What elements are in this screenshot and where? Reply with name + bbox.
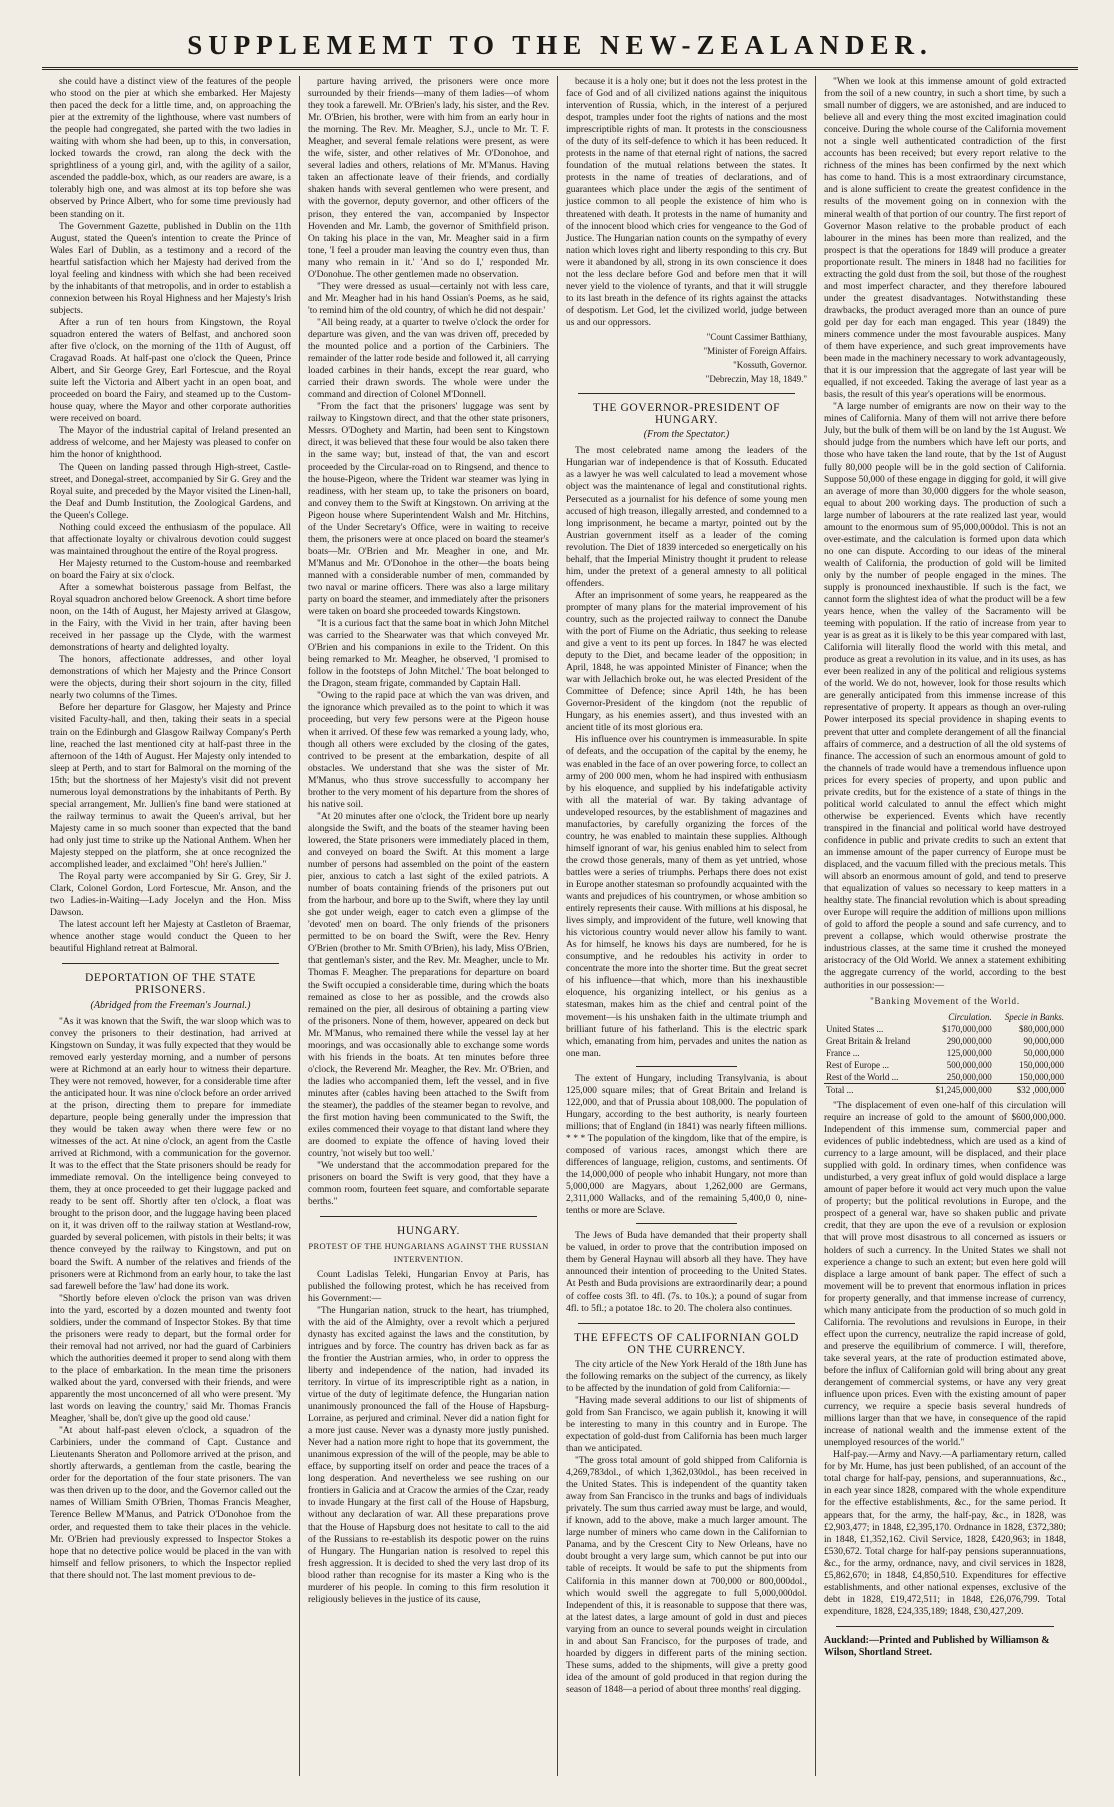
paragraph: The city article of the New York Herald of the 18th June has the following remarks on the subject of the currency, as likely to be affected by the inundation of gold from California:— [566, 1359, 807, 1394]
table-row [824, 1059, 1066, 1071]
headline-governor-president: THE GOVERNOR-PRESIDENT OF HUNGARY. [592, 402, 781, 427]
paragraph: parture having arrived, the prisoners were once more surrounded by their friends—many of them ladies—of whom they took a farewell. Mr. O'Brien's lady, his sister, and the Rev. Mr. O'Brien, his brother, were with him from an early hour in the morning. The Rev. Mr. Meagher, S.J., uncle to Mr. T. F. Meagher, and several female relations were present, as were the wife, sister, and other relatives of Mr. O'Donohoe, and several ladies and others, relations of Mr. M'Manus. Having taken an affectionate leave of their friends, and cordially shaken hands with several gentlemen who were present, and with the governor, deputy governor, and other officers of the prison, they entered the van, accompanied by Inspector Hovenden and Mr. Lamb, the governor of Smithfield prison. On taking his place in the van, Mr. Meagher said in a firm tone, 'I feel a prouder man leaving the country even thus, than many who remain in it.' 'And so do I,' responded Mr. O'Donohue. The other gentlemen made no observation. [308, 77, 549, 280]
table-cell: 250,000,000 [946, 1071, 992, 1082]
paragraph: "Shortly before eleven o'clock the prison van was driven into the yard, escorted by a dozen mounted and twenty foot soldiers, under the command of Inspector Stokes. By that time the prisoners were ready to depart, but the formal order for their removal had not arrived, nor had the guard of Carbiniers which the authorities deemed it proper to send along with them to the place of embarkation. In the mean time the prisoners walked about the yard, conversed with their friends, and were apparently the most unconcerned of all who were present. 'My last words on leaving the country,' said Mr. Thomas Francis Meagher, 'shall be, don't give up the good old cause.' [50, 1293, 291, 1425]
paragraph: Count Ladislas Teleki, Hungarian Envoy at Paris, has published the following protest, which he has received from his Government:— [308, 1269, 549, 1304]
paragraph: The Royal party were accompanied by Sir G. Grey, Sir J. Clark, Colonel Gordon, Lord Fortescue, Mr. Anson, and the two Ladies-in-Waiting—Lady Jocelyn and the Hon. Miss Dawson. [50, 872, 291, 919]
paragraph: "All being ready, at a quarter to twelve o'clock the order for departure was given, and the van was driven off, preceded by the mounted police and a portion of the Carbiniers. The remainder of the latter rode beside and followed it, all carrying loaded carbines in their hands, except the rear guard, who carried their drawn swords. The whole were under the command and direction of Colonel M'Donnell. [308, 317, 549, 401]
paragraph: The Mayor of the industrial capital of Ireland presented an address of welcome, and her Majesty was pleased to confer on him the honor of knighthood. [50, 426, 291, 461]
paragraph: "At 20 minutes after one o'clock, the Trident bore up nearly alongside the Swift, and the boats of the steamer having been lowered, the State prisoners were immediately placed in them, and conveyed on board the Swift. At this moment a large number of persons had assembled on the point of the eastern pier, anxious to catch a last sight of the exiled patriots. A number of boats containing friends of the prisoners put out from the harbour, and bore up to the Swift, where they lay until she got under weigh, eager to catch even a glimpse of the 'devoted' men on board. The only friends of the prisoners permitted to be on board the Swift, were the Rev. Henry O'Brien (brother to Mr. Smith O'Brien), his lady, Miss O'Brien, that gentleman's sister, and the Rev. Mr. Meagher, uncle to Mr. Thomas F. Meagher. The preparations for departure on board the Swift occupied a considerable time, during which the boats remained as close to her as possible, and the crowds also remained on the pier, all desirous of obtaining a parting view of the prisoners. None of them, however, appeared on deck but Mr. M'Manus, who remained there while the vessel lay at her moorings, and was occasionally able to exchange some words with his friends in the boats. At ten minutes before three o'clock, the Reverend Mr. Meagher, the Rev. Mr. O'Brien, and the ladies who accompanied them, left the vessel, and in five minutes after (cables having been attached to the Swift from the steamer), the paddles of the steamer began to revolve, and the first motion having been communicated to the Swift, the exiles commenced their voyage to that distant land where they are doomed to expiate the offence of having loved their country, 'not wisely but too well.' [308, 811, 549, 1160]
paragraph: After a run of ten hours from Kingstown, the Royal squadron entered the waters of Belfast, and anchored soon after five o'clock, on the morning of the 11th of August, off Cragavad Roads. At half-past one o'clock the Queen, Prince Albert, and Sir George Grey, Earl Fortescue, and the Royal suite left the Victoria and Albert yacht in an open boat, and proceeded on board the Fairy, and steamed up to the Custom-house quay, where the Mayor and other corporate authorities were received on board. [50, 317, 291, 425]
table-cell: Total ... [824, 1083, 925, 1096]
masthead: SUPPLEMEMT TO THE NEW-ZEALANDER. [42, 30, 1078, 70]
banking-table [824, 1011, 1066, 1096]
divider [836, 1626, 1054, 1627]
paragraph: because it is a holy one; but it does not the less protest in the face of God and of all civilized nations against the iniquitous intervention of Russia, which, in the interest of a perjured despot, tramples under foot the rights of nations and the most imprescriptible rights of man. It protests in the consciousness of the duty of its self-defence to which it has been reduced. It protests in the name of that eternal right of nations, the sacred foundation of the mutual relations between the states. It protests in the name of treaties of declarations, and of guarantees which place under the ægis of the sentiment of justice common to all people the existence of him who is threatened with death. It protests in the name of humanity and of the innocent blood which cries for vengeance to the God of Justice. The Hungarian nation counts on the sympathy of every nation which loves right and liberty responding to this cry. But were it abandoned by all, strong in its own conscience it does not the less declare before God and before men that it will never yield to the violence of tyrants, and that it will struggle to its last breath in the defence of its rights against the attacks of despotism. Let God, let the civilized world, judge between us and our oppressors. [566, 77, 807, 328]
table-cell: Great Britain & Ireland [826, 1035, 911, 1046]
paragraph: "The gross total amount of gold shipped from California is 4,269,783dol., of which 1,362,030dol., has been received in the United States. This is independent of the quantity taken away from San Francisco in the trunks and bags of individuals privately. The sum thus carried away must be large, and would, if known, add to the above, make a much larger amount. The large number of miners who came down in the Californian to Panama, and by the Crescent City to New Orleans, have no doubt brought a very large sum, which cannot be put into our table of receipts. It would be safe to put the shipments from California in this manner down at 700,000 or 800,000dol., which would swell the aggregate to full 5,000,000dol. Independent of this, it is reasonable to suppose that there was, at the latest dates, a large amount of gold in dust and pieces varying from an ounce to several pounds weight in circulation in and about San Francisco, for the purposes of trade, and hoarded by diggers in different parts of the mining section. These sums, added to the shipments, will give a pretty good idea of the amount of gold produced in that region during the season of 1848—a period of about three months' real digging. [566, 1456, 807, 1695]
paragraph: she could have a distinct view of the features of the people who stood on the pier at which she embarked. Her Majesty then paced the deck for a little time, and, on approaching the pier at the extremity of the lighthouse, where vast numbers of the people had congregated, she parted with the two ladies in waiting with whom she had been, up to this, in conversation, locked towards the crowd, ran along the deck with the sprightliness of a young girl, and, with the agility of a sailor, ascended the paddle-box, which, as our readers are aware, is a tolerably high one, and was almost at its top before she was observed by Prince Albert, who for some time previously had been standing on it. [50, 77, 291, 220]
imprint: Auckland:—Printed and Published by Williamson & Wilson, Shortland Street. [824, 1634, 1050, 1658]
paragraph: "At about half-past eleven o'clock, a squadron of the Carbiniers, under the command of Capt. Custance and Lieutenants Sheraton and Pollomore arrived at the prison, and shortly afterwards, a gentleman from the castle, bearing the order for the deportation of the four state prisoners. The van was then driven up to the door, and the Governor called out the names of William Smith O'Brien, Thomas Francis Meagher, Terence Bellew M'Manus, and Patrick O'Donohoe from the order, and requested them to take their places in the vehicle. Mr. O'Brien had previously expressed to Inspector Stokes a hope that no detective police would be placed in the van with himself and fellow prisoners, to which the Inspector replied that there should not. The last moment previous to de- [50, 1426, 291, 1581]
table-cell: 125,000,000 [946, 1047, 992, 1058]
table-cell: $1,245,000,000 [925, 1083, 994, 1096]
table-row [824, 1035, 1066, 1047]
table-header-cell: Circulation. [948, 1011, 992, 1022]
source-note: (From the Spectator.) [643, 429, 730, 441]
table-cell: 90,000,000 [1023, 1035, 1064, 1046]
paragraph: "A large number of emigrants are now on their way to the mines of California. Many of them will not arrive there before July, but the bulk of them will be on land by the 1st August. We should judge from the numbers which have left our ports, and those who have taken the land route, that by the 1st of August fully 80,000 people will be in the gold section of California. Suppose 50,000 of these engage in digging for gold, it will give an average of more than 30,000 diggers for the whole season, equal to about 200 working days. The production of such a large number of labourers at the rate realized last year, would amount to the enormous sum of 95,000,000dol. This is not an over-estimate, and the calculation is formed upon data which no one can dispute. According to our ideas of the mineral wealth of California, the production of gold will be limited only by the number of people engaged in the mines. The supply is pronounced inexhaustible. If such is the fact, we cannot form the slightest idea of what the product will be a few years hence, when the valley of the Sacramento will be teeming with population. If the ratio of increase from year to year is as great as it is likely to be this year compared with last, California will literally flood the world with this metal, and produce as great a revolution in its value, and in its uses, as has ever been realized in any of the political and religious systems of the world. We do not, however, look for those results which are generally anticipated from this immense increase of this representative of property. It appears as though an over-ruling Power interposed its special providence in shaping events to prevent that utter and complete derangement of all the financial affairs of commerce, and a destruction of all the old systems of finance. The accession of such an enormous amount of gold to the channels of trade would have a tremendous influence upon prices for every species of property, and upon public and private credits, but for the existence of a state of things in the political world calculated to annul the effect which might otherwise be experienced. Events which have recently transpired in the financial and political world have destroyed confidence in public and private credits to such an extent that an immense amount of the paper currency of Europe must be displaced, and the vacuum filled with the precious metals. This will absorb an enormous amount of gold, and tend to preserve that equalization of values so necessary to keep matters in a healthy state. The financial revolution which is about spreading over Europe will require the addition of millions upon millions of gold to afford the people a sound and safe currency, and to prevent a collapse, which would otherwise prostrate the industrious classes, at the same time it crushed the moneyed aristocracy of the Old World. We annex a statement exhibiting the aggregate currency of the world, according to the best authorities in our possession:— [824, 402, 1066, 991]
table-header-cell [824, 1011, 925, 1023]
source-note: (Abridged from the Freeman's Journal.) [90, 999, 251, 1011]
divider [636, 1066, 737, 1067]
table-cell: United States ... [826, 1023, 884, 1034]
table-cell: 150,000,000 [1019, 1071, 1064, 1082]
column-4 [816, 76, 1074, 1776]
paragraph: "The displacement of even one-half of this circulation will require an increase of gold to the amount of $600,000,000. Independent of this immense sum, commercial paper and evidences of public indebtedness, which are used as a kind of currency to a large amount, will be displaced, and their place supplied with gold. In ordinary times, when confidence was undisturbed, a very great influx of gold would displace a large amount of paper before it would act very much upon the value of property; but the political revolutions in Europe, and the prospect of a general war, have so shaken public and private credit, that they are upon the eve of a revulsion or explosion that will prove most disastrous to all concerned as issuers or holders of such a currency. In the United States we shall not experience a change to such an extent; but even here gold will displace a large amount of bank paper. The effect of such a movement will be to prevent that enormous inflation in prices for property generally, and that immense increase of currency, which many anticipate from the production of so much gold in California. The revolutions and revulsions in Europe, in their effect upon the currency, neutralize the rapid increase of gold, and preserve the equilibrium of commerce. I will, therefore, take several years, at the rate of production estimated above, before the influx of Californian gold will bring about any great derangement of commercial systems, or have any very great influence upon prices. Even with the existing amount of paper currency, we require a specie basis several hundreds of millions larger than that we have, in consequence of the rapid increase of national wealth and the immense extent of the unemployed resources of the world." [824, 1100, 1066, 1449]
table-cell: 150,000,000 [1019, 1059, 1064, 1070]
table-cell: France ... [826, 1047, 860, 1058]
signature-line: "Count Cassimer Batthiany, [706, 331, 807, 342]
table-cell: Rest of Europe ... [826, 1059, 889, 1070]
divider [62, 963, 279, 964]
divider [578, 393, 795, 394]
table-total-row [824, 1083, 1066, 1096]
table-row [824, 1071, 1066, 1084]
signature-line: "Kossuth, Governor. [733, 360, 807, 371]
table-title: "Banking Movement of the World. [870, 995, 1020, 1006]
column-1 [42, 76, 300, 1776]
paragraph: "The Hungarian nation, struck to the heart, has triumphed, with the aid of the Almighty, over a revolt which a perjured dynasty has excited against the laws and the constitution, by intrigues and by force. The country has driven back as far as the frontier the Austrian armies, who, in order to oppress the liberty and independence of the nation, had invaded its territory. In virtue of its imprescriptible right as a nation, in virtue of the duty of legitimate defence, the Hungarian nation unanimously pronounced the fall of the House of Hapsburg-Lorraine, as perjured and criminal. Never did a nation fight for a more just cause. Never was a dynasty more justly punished. Never had a nation more right to hope that its government, the unanimous expression of the will of the people, may be able to efface, by supporting itself on order and peace the traces of a long desperation. And nevertheless we see rushing on our frontiers in Galicia and at Cracow the armies of the Czar, ready to invade Hungary at the first call of the House of Hapsburg, without any declaration of war. All these preparations prove that the House of Hapsburg does not hesitate to call to the aid of the Russians to re-establish its despotic power on the ruins of Hungary. The Hungarian nation is resolved to repel this fresh aggression. It is decided to shed the very last drop of its blood rather than recognise for its master a King who is the murderer of his people. In coming to this firm resolution it religiously believes in the justice of its cause, [308, 1305, 549, 1605]
paragraph: "From the fact that the prisoners' luggage was sent by railway to Kingstown direct, and that the other state prisoners, Messrs. O'Doghety and Martin, had been sent to Kingstown direct, it was believed that these four would be also taken there in the same way; but, instead of that, the van and escort proceeded by the Circular-road on to Ringsend, and thence to the house-Pigeon, where the Trident war steamer was lying in readiness, with her steam up, to take the prisoners on board, and convey them to the Swift at Kingstown. On arriving at the Pigeon house where Superintendent Walsh and Mr. Hitchins, of the Under Secretary's Office, were in waiting to receive them, the prisoners were at once placed on board the steamer's boats—Mr. O'Brien and Mr. Meagher in one, and Mr. M'Manus and Mr. O'Donohoe in the other—the boats being manned with a considerable number of men, commanded by two naval or marine officers. There was also a large military party on board the steamer, and immediately after the prisoners were taken on board she proceeded towards Kingstown. [308, 402, 549, 618]
column-3 [558, 76, 816, 1776]
headline-californian-gold: THE EFFECTS OF CALIFORNIAN GOLD ON THE CURRENCY. [574, 1331, 799, 1356]
table-cell: 290,000,000 [946, 1035, 992, 1046]
subheadline-protest: PROTEST OF THE HUNGARIANS AGAINST THE RUSSIAN INTERVENTION. [308, 1241, 549, 1264]
columns [42, 76, 1078, 1776]
paragraph: "It is a curious fact that the same boat in which John Mitchel was carried to the Shearwater was that which conveyed Mr. O'Brien and his companions in exile to the Trident. On this being remarked to Mr. Meagher, he observed, 'I promised to follow in the footsteps of John Mitchel.' The boat belonged to the Dragon, steam frigate, commanded by Captain Hall. [308, 619, 549, 690]
table-cell: 50,000,000 [1023, 1047, 1064, 1058]
table-header-cell: Specie in Banks. [1004, 1011, 1064, 1022]
table-row [824, 1047, 1066, 1059]
paragraph: The most celebrated name among the leaders of the Hungarian war of independence is that of Kossuth. Educated as a lawyer he was well calculated to lead a movement whose object was the maintenance of legal and constitutional rights. Persecuted as a journalist for his defence of some young men accused of high treason, illegally arrested, and condemned to a long imprisonment, he became a martyr, pointed out by the Austrian government itself as a leader of the coming revolution. The Diet of 1839 interceded so energetically on his behalf, that the Imperial Ministry thought it prudent to release him, under the pretext of a general amnesty to all political offenders. [566, 446, 807, 589]
paragraph: The honors, affectionate addresses, and other loyal demonstrations of which her Majesty and the Prince Consort were the objects, during their short sojourn in the city, filled nearly two columns of the Times. [50, 655, 291, 702]
paragraph: "They were dressed as usual—certainly not with less care, and Mr. Meagher had in his hand Ossian's Poems, as he said, 'to remind him of the old country, of which he did not despair.' [308, 281, 549, 316]
table-cell: $170,000,000 [942, 1023, 992, 1034]
divider [320, 1216, 537, 1217]
headline-hungary: HUNGARY. [396, 1225, 461, 1238]
paragraph: Nothing could exceed the enthusiasm of the populace. All that affectionate loyalty or chivalrous devotion could suggest was maintained throughout the entire of the Royal progress. [50, 522, 291, 557]
signature-line: "Minister of Foreign Affairs. [703, 346, 807, 357]
paragraph: The extent of Hungary, including Transylvania, is about 125,000 square miles; that of Great Britain and Ireland is 122,000, and that of Prussia about 108,000. The population of Hungary, according to the best authority, is nearly fourteen millions; that of England (in 1841) was nearly fifteen millions. * * * The population of the kingdom, like that of the empire, is composed of various races, amongst which there are differences of language, religion, customs, and sentiments. Of the 14,000,000 of people who inhabit Hungary, not more than 5,000,000 are Magyars, about 1,262,000 are Germans, 2,311,000 Wallacks, and of the remaining 5,400,0 0, nine-tenths or more are Sclave. [566, 1073, 807, 1217]
paragraph: After an imprisonment of some years, he reappeared as the prompter of many plans for the material improvement of his country, such as the projected railway to connect the Danube with the port of Fiume on the Adriatic, thus seeking to release and give a vent to its pent up forces. In 1847 he was elected deputy to the Diet, and became leader of the opposition; in April, 1848, he was appointed Minister of Finance; when the war with Jellachich broke out, he was elected President of the Committee of Defence; since April 14th, he has been Governor-President of the kingdom (not the republic of Hungary, as his enemies assert), and thus invested with an ancient title of its most glorious era. [566, 590, 807, 734]
paragraph: The Queen on landing passed through High-street, Castle-street, and Donegal-street, accompanied by Sir G. Grey and the Royal suite, and preceded by the Mayor visited the Linen-hall, the Deaf and Dumb Institution, the Zoological Gardens, and the Queen's College. [50, 462, 291, 521]
paragraph: "Having made several additions to our list of shipments of gold from San Francisco, we again publish it, knowing it will be interesting to many in this country and in Europe. The expectation of gold-dust from California has been much larger than we anticipated. [566, 1395, 807, 1455]
paragraph: Her Majesty returned to the Custom-house and reembarked on board the Fairy at six o'clock. [50, 558, 291, 581]
table-row [824, 1023, 1066, 1035]
table-cell: 500,000,000 [946, 1059, 992, 1070]
paragraph: The Jews of Buda have demanded that their property shall be valued, in order to prove that the contribution imposed on them by General Haynau will absorb all they have. They have announced their intention of proceeding to the United States. At Pesth and Buda provisions are extraordinarily dear; a pound of coffee costs 3fl. to 4fl. (7s. to 10s.); a pound of sugar from 4fl. to 5fl.; a potatoe 18c. to 20. The cholera also continues. [566, 1231, 807, 1314]
paragraph: The Government Gazette, published in Dublin on the 11th August, stated the Queen's intention to create the Prince of Wales Earl of Dublin, as a testimony and a record of the heartful satisfaction which her Majesty had derived from the loyal feeling and kindness with which she had been received by the inhabitants of that metropolis, and in order to establish a connexion between his Royal Highness and her Majesty's Irish subjects. [50, 221, 291, 316]
column-2 [300, 76, 558, 1776]
table-cell: $80,000,000 [1019, 1023, 1064, 1034]
paragraph: "As it was known that the Swift, the war sloop which was to convey the prisoners to their destination, had arrived at Kingstown on Sunday, it was fully expected that they would be removed early yesterday morning, and a number of persons were at Richmond at an early hour to witness their departure. They were not removed, however, for a considerable time after the anticipated hour. It was nine o'clock before an order arrived at the prison, directing them to prepare for immediate departure, people being generally under the impression that they would be taken away when there were few or no witnesses of the act. At nine o'clock, an agent from the Castle arrived at Richmond, with a communication for the governor. It was to the effect that the State prisoners should be ready for immediate removal. On the intelligence being conveyed to them, they at once proceeded to get their luggage packed and ready to be sent off. Shortly after ten o'clock, a float was brought to the prison door, and the luggage having been placed on it, it was driven off to the railway station at Westland-row, guarded by several policemen, with pistols in their belts; it was thence conveyed by the railway to Kingstown, and put on board the Swift. A number of the relatives and friends of the prisoners were at Richmond from an early hour, to take the last sad farewell before the 'law' had done its work. [50, 1016, 291, 1292]
paragraph: Before her departure for Glasgow, her Majesty and Prince visited Faculty-hall, and then, taking their seats in a special train on the Edinburgh and Glasgow Railway Company's Perth line, reached the last mentioned city at half-past three in the afternoon of the 14th of August. Her Majesty only intended to sleep at Perth, and to start for Balmoral on the morning of the 15th; but the shortness of her Majesty's visit did not prevent numerous loyal demonstrations by the inhabitants of Perth. By special arrangement, Mr. Jullien's fine band were stationed at the railway terminus to await the Queen's arrival, but her Majesty came in so much sooner than expected that the band had only just time to strike up the National Anthem. When her Majesty stepped on the platform, she at once recognized the accomplished leader, and exclaimed "Oh! here's Jullien." [50, 703, 291, 871]
signature-line: "Debreczin, May 18, 1849." [705, 374, 807, 385]
paragraph: "Owing to the rapid pace at which the van was driven, and the ignorance which prevailed as to the point to which it was proceeding, but very few persons were at the Pigeon house when it arrived. Of these few was remarked a young lady, who, though all others were excluded by the closing of the gates, contrived to be present at the embarkation, despite of all obstacles. We understand that she was the sister of Mr. M'Manus, who thus strove successfully to accompany her brother to the very moment of his departure from the shores of his native soil. [308, 691, 549, 810]
table-header-row [824, 1011, 1066, 1023]
table-cell: Rest of the World ... [826, 1071, 899, 1082]
paragraph: After a somewhat boisterous passage from Belfast, the Royal squadron anchored below Greenock. A short time before noon, on the 14th of August, her Majesty arrived at Glasgow, in the Fairy, with the Vivid in her train, after having been received in her passage up the Clyde, with the warmest demonstrations of hearty and delighted loyalty. [50, 582, 291, 654]
divider [636, 1223, 737, 1224]
paragraph: The latest account left her Majesty at Castleton of Braemar, whence another stage would conduct the Queen to her beautiful Highland retreat at Balmoral. [50, 920, 291, 955]
paragraph: "When we look at this immense amount of gold extracted from the soil of a new country, in such a short time, by such a small number of diggers, we are astonished, and are induced to believe all and every thing the most excited imagination could conceive. During the whole course of the California movement not a single well authenticated contradiction of the first accounts has been received; but every report relative to the richness of the mines has been confirmed by the next which has come to hand. This is a most extraordinary circumstance, and is alone sufficient to create the greatest confidence in the results of the movement going on in connexion with the mineral wealth of that portion of our country. The first report of Governor Mason relative to the probable product of each labourer in the mines has been more than realized, and the prospect is that the operations for 1849 will produce a greater proportionate result. The miners in 1848 had no facilities for extracting the gold dust from the soil, but those of the roughest and most imperfect character, and they therefore laboured under the greatest disadvantages. Notwithstanding these drawbacks, the product averaged more than an ounce of pure gold per day for each man engaged. This year (1849) the miners commence under the most favourable auspices. Many of them have experience, and such great improvements have been made in the machinery necessary to work advantageously, that it is our impression that the aggregate of last year will be equalled, if not exceeded. Taking the average of last year as a basis, the result of this year's operations will be enormous. [824, 77, 1066, 401]
paragraph: His influence over his countrymen is immeasurable. In spite of defeats, and the occupation of the capital by the enemy, he was enabled in the face of an over powering force, to collect an army of 200 000 men, whom he had inspired with enthusiasm by his eloquence, and supplied by his indefatigable activity with all the material of war. By taking advantage of undeveloped resources, by the establishment of magazines and manufactories, by carefully organizing the forces of the country, he was enabled to maintain these supplies. Although himself ignorant of war, his genius enabled him to select from the crowd those generals, many of them as yet untried, whose battles were a series of triumphs. Perhaps there does not exist in Europe another statesman so profoundly acquainted with the wants and prejudices of his countrymen, or whose ambition so entirely represents their cause. With millions at his disposal, he lives simply, and improvident of the future, well knowing that his victorious country would never allow his family to want. As for himself, he knows his days are numbered, for he is consumptive, and he redoubles his activity in order to concentrate the more into the shorter time. But the great secret of his influence—that which, more than his inexhaustible eloquence, his organizing intellect, or his genius as a statesman, makes him as the chief and central point of the movement—is his unshaken faith in the ultimate triumph and brilliant future of his fatherland. This is the electric spark which, emanating from him, pervades and unites the nation as one man. [566, 735, 807, 1059]
paragraph: "We understand that the accommodation prepared for the prisoners on board the Swift is very good, that they have a common room, fourteen feet square, and comfortable separate berths." [308, 1161, 549, 1208]
headline-deportation: DEPORTATION OF THE STATE PRISONERS. [84, 972, 257, 997]
divider [578, 1323, 795, 1324]
table-cell: $32 ,000,000 [994, 1083, 1066, 1096]
paragraph: Half-pay.—Army and Navy.—A parliamentary return, called for by Mr. Hume, has just been published, of an account of the total charge for half-pay, pensions, and superannuations, &c., in each year since 1828, compared with the whole expenditure for the effective establishments, &c., for the same period. It appears that, for the army, the half-pay, &c., in 1828, was £2,903,477; in 1848, £2,395,170. Ordnance in 1828, £372,380; in 1848, £1,352,162. Civil Service, 1828, £420,963; in 1848, £530,672. Total charge for half-pay pensions superannuations, &c., for the army, ordnance, navy, and civil services in 1828, £5,862,670; in 1848, £4,850,510. Expenditures for effective establishments, and other national expenses, exclusive of the debt in 1828, £19,472,511; in 1848, £26,076,799. Total expenditure, 1828, £24,335,189; 1848, £30,427,209. [824, 1450, 1066, 1617]
